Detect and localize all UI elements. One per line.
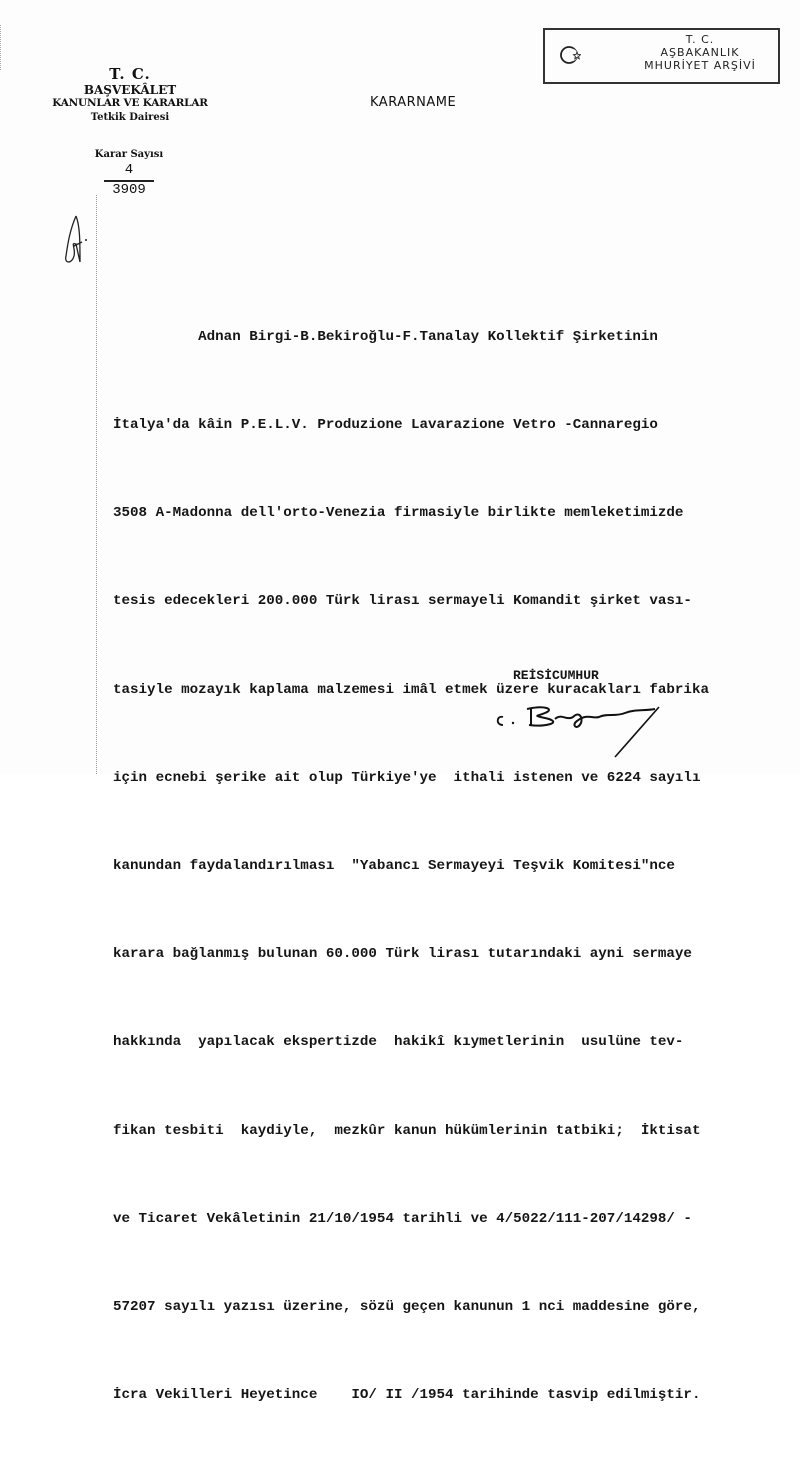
body-line: ve Ticaret Vekâletinin 21/10/1954 tarihli ve 4/5022/111-207/14298/ -	[113, 1210, 692, 1227]
decision-number-block	[74, 148, 184, 198]
body-line: tasiyle mozayık kaplama malzemesi imâl etmek üzere kuracakları fabrika	[113, 681, 709, 698]
body-line: fikan tesbiti kaydiyle, mezkûr kanun hükümlerinin tatbiki; İktisat	[113, 1122, 701, 1139]
letterhead-organization: BAŞVEKÂLET	[83, 83, 177, 97]
body-line: İcra Vekilleri Heyetince IO/ II /1954 tarihinde tasvip edilmiştir.	[113, 1387, 701, 1404]
body-line: tesis edecekleri 200.000 Türk lirası sermayeli Komandit şirket vası-	[113, 593, 692, 610]
body-line: 57207 sayılı yazısı üzerine, sözü geçen kanunun 1 nci maddesine göre,	[113, 1299, 701, 1316]
crescent-star-icon	[559, 44, 581, 66]
body-line: kanundan faydalandırılması "Yabancı Sermayeyi Teşvik Komitesi"nce	[113, 858, 675, 875]
letterhead	[40, 65, 220, 126]
page-edge-mark	[0, 25, 1, 70]
letterhead-tc: T. C.	[109, 65, 151, 83]
stamp-line-3: MHURİYET ARŞİVİ	[644, 59, 756, 72]
margin-initial-signature-icon	[62, 212, 92, 267]
letterhead-sub-department: Tetkik Dairesi	[90, 112, 170, 123]
decree-body	[113, 264, 793, 1469]
body-line: 3508 A-Madonna dell'orto-Venezia firmasiyle birlikte memleketimizde	[113, 505, 684, 522]
stamp-line-2: AŞBAKANLIK	[660, 46, 740, 59]
stamp-line-1: T. C.	[685, 33, 715, 46]
president-signature-icon	[475, 695, 685, 765]
decision-number-label: Karar Sayısı	[94, 149, 164, 160]
body-line: İtalya'da kâin P.E.L.V. Produzione Lavarazione Vetro -Cannaregio	[113, 417, 658, 434]
decision-number-numerator: 4	[124, 162, 134, 178]
body-line: için ecnebi şerike ait olup Türkiye'ye ithali istenen ve 6224 sayılı	[113, 769, 701, 786]
letterhead-department: KANUNLAR VE KARARLAR	[52, 97, 208, 109]
body-line: Adnan Birgi-B.Bekiroğlu-F.Tanalay Kollektif Şirketinin	[113, 328, 658, 345]
document-title: KARARNAME	[370, 95, 457, 110]
body-line: karara bağlanmış bulunan 60.000 Türk lirası tutarındaki ayni sermaye	[113, 946, 692, 963]
archive-stamp	[543, 28, 780, 84]
decision-number-denominator: 3909	[112, 182, 146, 198]
signatory-title: REİSİCUMHUR	[513, 668, 599, 683]
stamp-text	[625, 33, 775, 72]
body-line: hakkında yapılacak ekspertizde hakikî kıymetlerinin usulüne tev-	[113, 1034, 684, 1051]
margin-line	[96, 195, 97, 774]
